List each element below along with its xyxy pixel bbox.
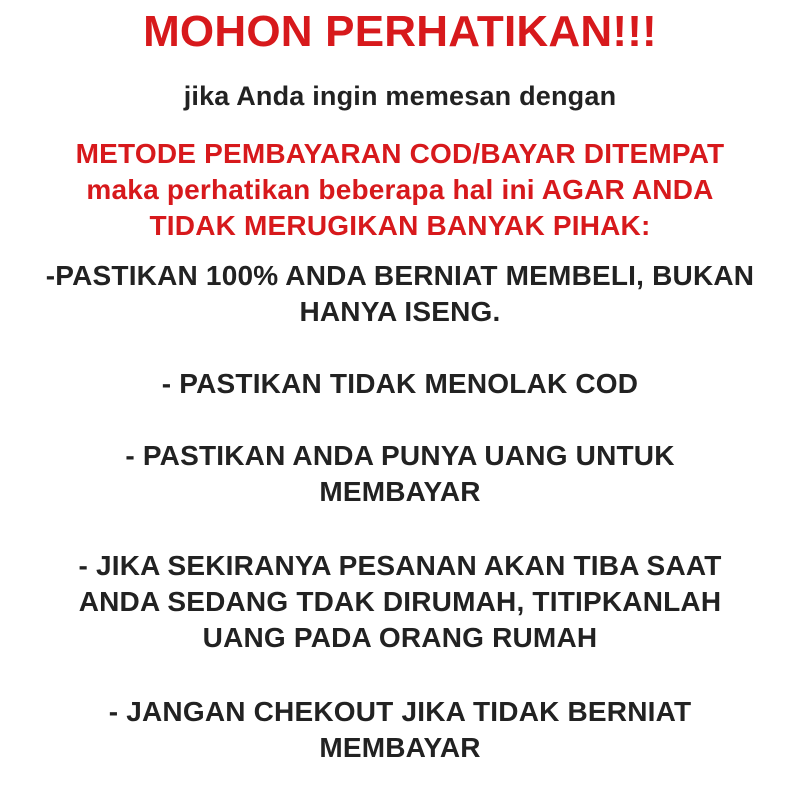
payment-method-line: METODE PEMBAYARAN COD/BAYAR DITEMPAT <box>75 138 725 169</box>
notice-title: MOHON PERHATIKAN!!! <box>143 7 657 56</box>
rule-item-line: MEMBAYAR <box>319 476 481 507</box>
rule-item-line: - JIKA SEKIRANYA PESANAN AKAN TIBA SAAT <box>78 550 722 581</box>
rule-item-line: - PASTIKAN ANDA PUNYA UANG UNTUK <box>125 440 675 471</box>
rule-item-line: ANDA SEDANG TDAK DIRUMAH, TITIPKANLAH <box>78 586 722 617</box>
warning-line: TIDAK MERUGIKAN BANYAK PIHAK: <box>149 210 651 241</box>
warning-line: maka perhatikan beberapa hal ini AGAR ANDA <box>86 174 714 205</box>
rule-item-line: - PASTIKAN TIDAK MENOLAK COD <box>161 368 639 399</box>
rule-item-line: HANYA ISENG. <box>299 296 501 327</box>
notice-subtitle: jika Anda ingin memesan dengan <box>183 81 617 111</box>
rule-item-line: - JANGAN CHEKOUT JIKA TIDAK BERNIAT <box>108 696 692 727</box>
rule-item-line: -PASTIKAN 100% ANDA BERNIAT MEMBELI, BUKAN <box>45 260 755 291</box>
rule-item-line: UANG PADA ORANG RUMAH <box>202 622 598 653</box>
rule-item-line: MEMBAYAR <box>319 732 481 763</box>
